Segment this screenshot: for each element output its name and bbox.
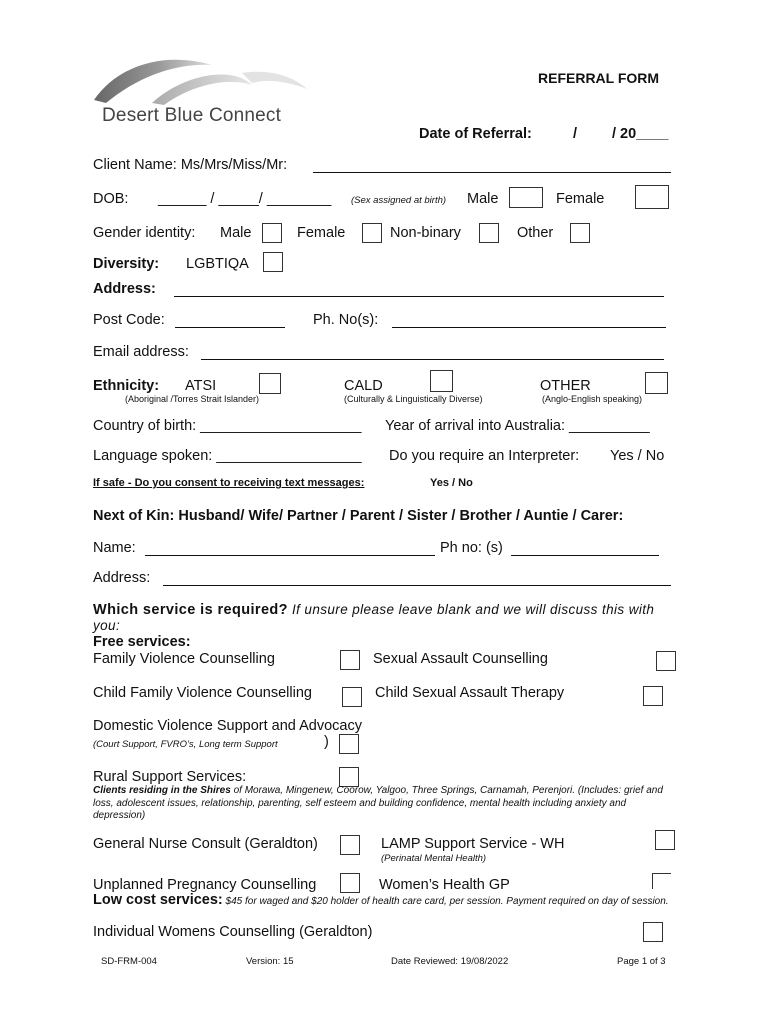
service-question bbox=[93, 602, 678, 634]
womens-gp-checkbox[interactable] bbox=[652, 873, 671, 889]
atsi-note: (Aboriginal /Torres Strait Islander) bbox=[125, 394, 260, 404]
fv-counselling-checkbox[interactable] bbox=[340, 650, 360, 670]
sms-consent-options[interactable]: Yes / No bbox=[430, 477, 473, 489]
gender-nonbinary-checkbox[interactable] bbox=[479, 223, 499, 243]
lgbtiqa-checkbox[interactable] bbox=[263, 252, 283, 272]
sms-consent-label: If safe - Do you consent to receiving text messages: bbox=[93, 477, 365, 489]
diversity-label: Diversity: bbox=[93, 256, 160, 272]
date-of-referral-label: Date of Referral: bbox=[419, 126, 532, 142]
country-of-birth-label[interactable]: Country of birth: ____________________ bbox=[93, 418, 362, 434]
phone-field[interactable] bbox=[392, 327, 666, 328]
sex-female-checkbox[interactable] bbox=[635, 185, 669, 209]
email-field[interactable] bbox=[201, 359, 664, 360]
other-ethnicity-checkbox[interactable] bbox=[645, 372, 668, 394]
date-sep-2: / 20____ bbox=[612, 126, 669, 142]
cfv-counselling-label: Child Family Violence Counselling bbox=[93, 685, 312, 701]
low-cost-section bbox=[93, 894, 678, 909]
client-name-label: Client Name: Ms/Mrs/Miss/Mr: bbox=[93, 157, 288, 173]
footer-page-number: Page 1 of 3 bbox=[617, 956, 666, 967]
lamp-label: LAMP Support Service - WH bbox=[381, 836, 565, 852]
sex-male-checkbox[interactable] bbox=[509, 187, 543, 208]
low-cost-heading: Low cost services: bbox=[93, 892, 223, 908]
gender-male-label: Male bbox=[220, 225, 252, 241]
nurse-consult-checkbox[interactable] bbox=[340, 835, 360, 855]
atsi-checkbox[interactable] bbox=[259, 373, 281, 394]
interpreter-label: Do you require an Interpreter: bbox=[389, 448, 580, 464]
ethnicity-label: Ethnicity: bbox=[93, 378, 160, 394]
phone-label: Ph. No(s): bbox=[313, 312, 379, 328]
gender-female-label: Female bbox=[297, 225, 346, 241]
interpreter-options[interactable]: Yes / No bbox=[610, 448, 665, 464]
kin-phone-field[interactable] bbox=[511, 555, 659, 556]
rural-support-label: Rural Support Services: bbox=[93, 769, 247, 785]
kin-phone-label: Ph no: (s) bbox=[440, 540, 503, 556]
year-of-arrival-label[interactable]: Year of arrival into Australia: __________ bbox=[385, 418, 650, 434]
lgbtiqa-label: LGBTIQA bbox=[186, 256, 249, 272]
other-ethnicity-label: OTHER bbox=[540, 378, 591, 394]
dv-support-checkbox[interactable] bbox=[339, 734, 359, 754]
cald-note: (Culturally & Linguistically Diverse) bbox=[344, 394, 483, 404]
cfv-counselling-checkbox[interactable] bbox=[342, 687, 362, 707]
pregnancy-counselling-checkbox[interactable] bbox=[340, 873, 360, 893]
service-question-note: If unsure please leave blank and we will discuss this with you: bbox=[93, 602, 655, 633]
dv-note-paren: ) bbox=[324, 734, 329, 750]
free-services-heading: Free services: bbox=[93, 634, 191, 650]
language-spoken-label[interactable]: Language spoken: __________________ bbox=[93, 448, 362, 464]
other-ethnicity-note: (Anglo-English speaking) bbox=[542, 394, 643, 404]
lamp-note: (Perinatal Mental Health) bbox=[381, 853, 487, 864]
footer-doc-id: SD-FRM-004 bbox=[101, 956, 157, 967]
sa-counselling-checkbox[interactable] bbox=[656, 651, 676, 671]
postcode-field[interactable] bbox=[175, 327, 285, 328]
sex-male-label: Male bbox=[467, 191, 499, 207]
address-field[interactable] bbox=[174, 296, 664, 297]
logo-text: Desert Blue Connect bbox=[102, 105, 282, 126]
lamp-checkbox[interactable] bbox=[655, 830, 675, 850]
address-label: Address: bbox=[93, 281, 156, 297]
nurse-consult-label: General Nurse Consult (Geraldton) bbox=[93, 836, 318, 852]
fv-counselling-label: Family Violence Counselling bbox=[93, 651, 275, 667]
next-of-kin-heading: Next of Kin: Husband/ Wife/ Partner / Parent / Sister / Brother / Auntie / Carer: bbox=[93, 508, 624, 524]
gender-other-label: Other bbox=[517, 225, 554, 241]
rural-note-text: of Morawa, Mingenew, Coorow, Yalgoo, Three Springs, Carnamah, Perenjori. (Includes: grief and loss, adolescent issues, relationship, parenting, self esteem and building confidence, mental health including anxiety and depression) bbox=[93, 785, 663, 821]
postcode-label: Post Code: bbox=[93, 312, 165, 328]
form-title: REFERRAL FORM bbox=[538, 70, 660, 86]
kin-name-label: Name: bbox=[93, 540, 136, 556]
csa-therapy-checkbox[interactable] bbox=[643, 686, 663, 706]
logo bbox=[92, 55, 317, 130]
dob-field[interactable]: ______ / _____/ ________ bbox=[158, 191, 332, 207]
date-sep-1: / bbox=[573, 126, 578, 142]
cald-label: CALD bbox=[344, 378, 383, 394]
atsi-label: ATSI bbox=[185, 378, 217, 394]
rural-note-bold: Clients residing in the Shires bbox=[93, 785, 231, 796]
kin-name-field[interactable] bbox=[145, 555, 435, 556]
footer-date-reviewed: Date Reviewed: 19/08/2022 bbox=[391, 956, 509, 967]
kin-address-field[interactable] bbox=[163, 585, 671, 586]
logo-swoosh-icon bbox=[92, 55, 317, 110]
sex-female-label: Female bbox=[556, 191, 605, 207]
pregnancy-counselling-label: Unplanned Pregnancy Counselling bbox=[93, 877, 317, 893]
email-label: Email address: bbox=[93, 344, 189, 360]
rural-support-checkbox[interactable] bbox=[339, 767, 359, 787]
client-name-field[interactable] bbox=[313, 172, 671, 173]
kin-address-label: Address: bbox=[93, 570, 151, 586]
rural-support-note bbox=[93, 785, 678, 823]
cald-checkbox[interactable] bbox=[430, 370, 453, 392]
gender-nonbinary-label: Non-binary bbox=[390, 225, 461, 241]
service-question-text: Which service is required? bbox=[93, 602, 288, 618]
gender-identity-label: Gender identity: bbox=[93, 225, 196, 241]
gender-other-checkbox[interactable] bbox=[570, 223, 590, 243]
dv-note: (Court Support, FVRO’s, Long term Support bbox=[93, 739, 278, 750]
csa-therapy-label: Child Sexual Assault Therapy bbox=[375, 685, 565, 701]
dob-label: DOB: bbox=[93, 191, 129, 207]
sa-counselling-label: Sexual Assault Counselling bbox=[373, 651, 548, 667]
sex-note: (Sex assigned at birth) bbox=[351, 195, 447, 206]
individual-counselling-label: Individual Womens Counselling (Geraldton) bbox=[93, 924, 373, 940]
gender-male-checkbox[interactable] bbox=[262, 223, 282, 243]
gender-female-checkbox[interactable] bbox=[362, 223, 382, 243]
individual-counselling-checkbox[interactable] bbox=[643, 922, 663, 942]
dv-support-label: Domestic Violence Support and Advocacy bbox=[93, 718, 362, 734]
womens-gp-label: Women’s Health GP bbox=[379, 877, 510, 893]
footer-version: Version: 15 bbox=[246, 956, 294, 967]
low-cost-note: $45 for waged and $20 holder of health care card, per session. Payment required on day of session. bbox=[225, 896, 669, 907]
